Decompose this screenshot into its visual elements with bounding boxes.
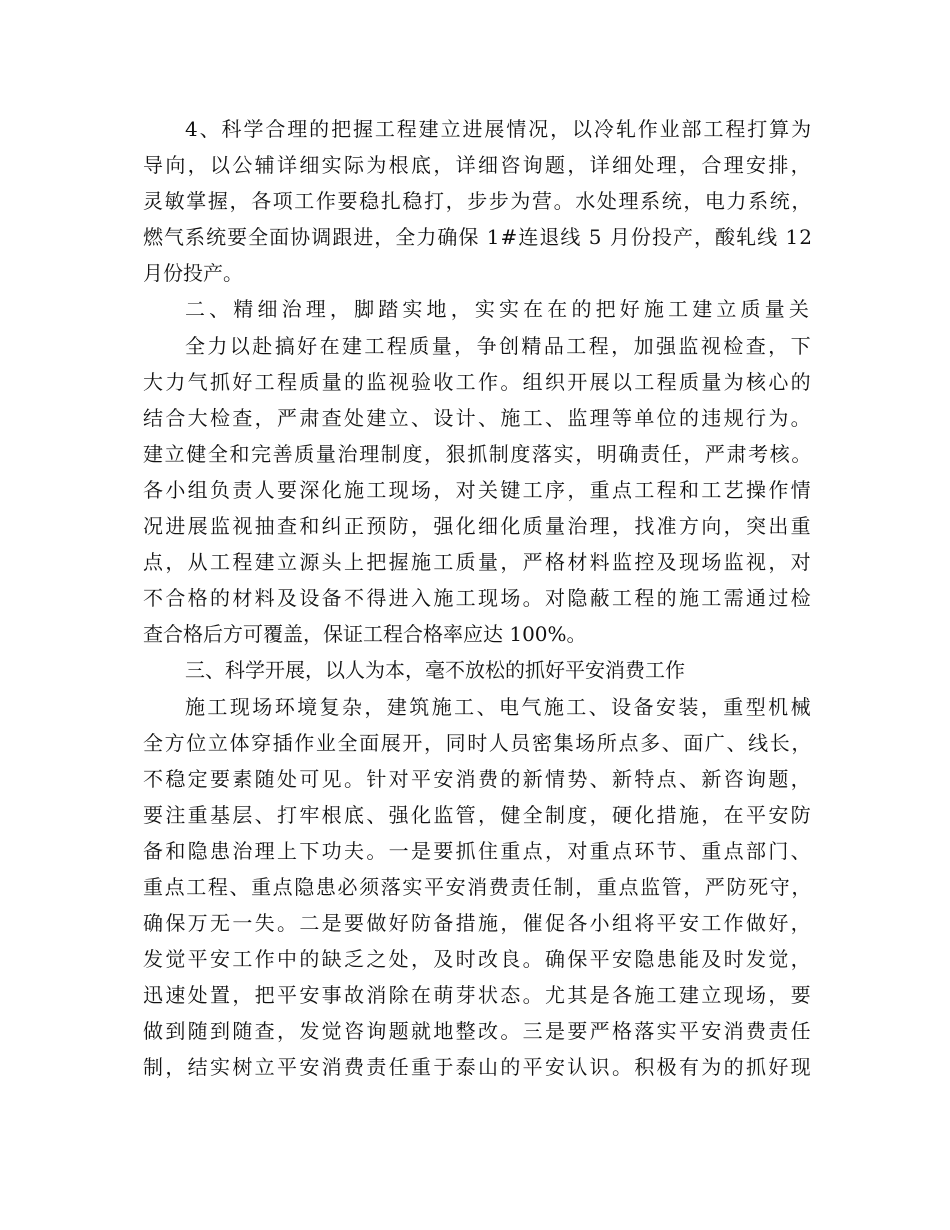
text-line: 全力以赴搞好在建工程质量，争创精品工程，加强监视检查，下 <box>185 333 813 358</box>
text-line: 做到随到随查，发觉咨询题就地整改。三是要严格落实平安消费责任 <box>143 1019 813 1044</box>
text-line: 不稳定要素随处可见。针对平安消费的新情势、新特点、新咨询题， <box>143 766 813 791</box>
text-line: 各小组负责人要深化施工现场，对关键工序，重点工程和工艺操作情 <box>143 477 813 502</box>
text-line: 查合格后方可覆盖，保证工程合格率应达 100%。 <box>143 622 587 647</box>
text-line: 建立健全和完善质量治理制度，狠抓制度落实，明确责任，严肃考核。 <box>143 441 813 466</box>
text-line: 导向，以公辅详细实际为根底，详细咨询题，详细处理，合理安排， <box>143 153 813 178</box>
text-line: 确保万无一失。二是要做好防备措施，催促各小组将平安工作做好， <box>143 911 813 936</box>
text-line: 制，结实树立平安消费责任重于泰山的平安认识。积极有为的抓好现 <box>143 1055 813 1080</box>
text-line: 点，从工程建立源头上把握施工质量，严格材料监控及现场监视，对 <box>143 550 813 575</box>
text-line: 燃气系统要全面协调跟进，全力确保 1#连退线 5 月份投产，酸轧线 12 <box>143 225 813 250</box>
text-line: 迅速处置，把平安事故消除在萌芽状态。尤其是各施工建立现场，要 <box>143 983 813 1008</box>
text-line: 全方位立体穿插作业全面展开，同时人员密集场所点多、面广、线长， <box>143 730 813 755</box>
text-line: 大力气抓好工程质量的监视验收工作。组织开展以工程质量为核心的 <box>143 369 813 394</box>
text-line: 二、精细治理，脚踏实地，实实在在的把好施工建立质量关 <box>185 297 813 322</box>
text-line: 要注重基层、打牢根底、强化监管，健全制度，硬化措施，在平安防 <box>143 802 813 827</box>
text-line: 况进展监视抽查和纠正预防，强化细化质量治理，找准方向，突出重 <box>143 514 813 539</box>
text-line: 三、科学开展，以人为本，毫不放松的抓好平安消费工作 <box>185 658 685 683</box>
text-line: 重点工程、重点隐患必须落实平安消费责任制，重点监管，严防死守， <box>143 874 813 899</box>
text-line: 施工现场环境复杂，建筑施工、电气施工、设备安装，重型机械 <box>185 694 813 719</box>
document-body <box>143 111 813 1086</box>
text-line: 4、科学合理的把握工程建立进展情况，以冷轧作业部工程打算为 <box>185 117 813 141</box>
text-line: 月份投产。 <box>143 261 243 286</box>
text-line: 结合大检查，严肃查处建立、设计、施工、监理等单位的违规行为。 <box>143 405 813 430</box>
text-line: 不合格的材料及设备不得进入施工现场。对隐蔽工程的施工需通过检 <box>143 586 813 611</box>
text-line: 灵敏掌握，各项工作要稳扎稳打，步步为营。水处理系统，电力系统， <box>143 189 813 214</box>
text-line: 备和隐患治理上下功夫。一是要抓住重点，对重点环节、重点部门、 <box>143 838 813 863</box>
text-line: 发觉平安工作中的缺乏之处，及时改良。确保平安隐患能及时发觉， <box>143 947 813 972</box>
